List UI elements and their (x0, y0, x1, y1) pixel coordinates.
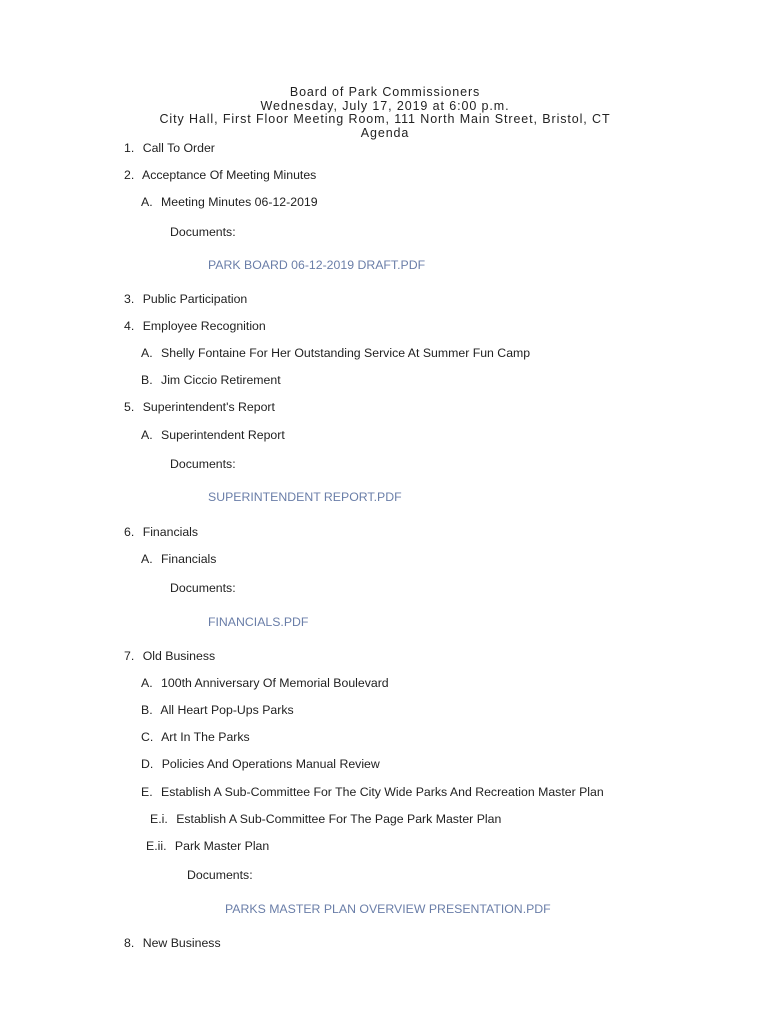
item-text: Policies And Operations Manual Review (161, 757, 380, 771)
item-text: 100th Anniversary Of Memorial Boulevard (161, 676, 389, 690)
document-link-financials[interactable]: FINANCIALS.PDF (208, 615, 309, 629)
item-text: Jim Ciccio Retirement (161, 373, 281, 387)
agenda-item-7b (141, 703, 294, 717)
agenda-item-4 (124, 319, 266, 333)
item-number: A. (141, 195, 153, 209)
item-number: E.ii. (146, 839, 167, 853)
agenda-item-3 (124, 292, 247, 306)
item-number: 8. (124, 936, 135, 950)
agenda-item-1 (124, 141, 215, 155)
agenda-item-6 (124, 525, 198, 539)
item-number: 1. (124, 141, 135, 155)
agenda-item-7d (141, 757, 380, 771)
board-title: Board of Park Commissioners (289, 85, 481, 99)
item-text: Acceptance Of Meeting Minutes (142, 168, 317, 182)
documents-label: Documents: (170, 581, 236, 595)
agenda-item-5 (124, 400, 275, 414)
item-number: 7. (124, 649, 135, 663)
item-number: C. (141, 730, 154, 744)
item-text: Call To Order (142, 141, 215, 155)
item-number: 3. (124, 292, 135, 306)
agenda-item-7e-ii (146, 839, 269, 853)
item-text: Establish A Sub-Committee For The City Wide Parks And Recreation Master Plan (161, 785, 604, 799)
meeting-date: Wednesday, July 17, 2019 at 6:00 p.m. (260, 98, 510, 113)
item-number: A. (141, 346, 153, 360)
item-number: B. (141, 373, 153, 387)
agenda-heading: Agenda (360, 125, 410, 140)
item-text: Public Participation (142, 292, 248, 306)
documents-label: Documents: (187, 868, 253, 882)
item-number: D. (141, 757, 154, 771)
item-text: Art In The Parks (161, 730, 250, 744)
item-text: Employee Recognition (142, 319, 266, 333)
agenda-header (0, 86, 770, 140)
item-text: Financials (161, 552, 217, 566)
agenda-item-8 (124, 936, 221, 950)
item-number: B. (141, 703, 153, 717)
item-number: A. (141, 428, 153, 442)
item-number: E.i. (150, 812, 168, 826)
item-number: 6. (124, 525, 135, 539)
agenda-item-7c (141, 730, 250, 744)
agenda-item-2a (141, 195, 318, 209)
item-text: Shelly Fontaine For Her Outstanding Service At Summer Fun Camp (161, 346, 531, 360)
item-number: A. (141, 676, 153, 690)
meeting-location: City Hall, First Floor Meeting Room, 111 North Main Street, Bristol, CT (159, 112, 611, 127)
item-text: Establish A Sub-Committee For The Page Park Master Plan (176, 812, 502, 826)
item-text: New Business (142, 936, 221, 950)
documents-label: Documents: (170, 457, 236, 471)
item-number: E. (141, 785, 153, 799)
agenda-item-7 (124, 649, 215, 663)
agenda-item-7e-i (150, 812, 501, 826)
item-text: Meeting Minutes 06-12-2019 (161, 195, 318, 209)
item-number: 5. (124, 400, 135, 414)
item-text: Financials (142, 525, 199, 539)
agenda-item-6a (141, 552, 216, 566)
documents-label: Documents: (170, 225, 236, 239)
item-text: Old Business (142, 649, 216, 663)
document-link-parks-master-plan[interactable]: PARKS MASTER PLAN OVERVIEW PRESENTATION.PDF (225, 902, 551, 916)
agenda-item-7e (141, 785, 604, 799)
item-text: All Heart Pop-Ups Parks (160, 703, 294, 717)
agenda-item-2 (124, 168, 316, 182)
item-number: 2. (124, 168, 135, 182)
document-link-minutes[interactable]: PARK BOARD 06-12-2019 DRAFT.PDF (208, 258, 426, 272)
item-text: Park Master Plan (174, 839, 270, 853)
item-number: A. (141, 552, 153, 566)
agenda-item-4a (141, 346, 530, 360)
item-text: Superintendent's Report (142, 400, 275, 414)
agenda-item-4b (141, 373, 281, 387)
item-text: Superintendent Report (161, 428, 285, 442)
document-link-superintendent-report[interactable]: SUPERINTENDENT REPORT.PDF (208, 490, 402, 504)
agenda-item-7a (141, 676, 389, 690)
agenda-item-5a (141, 428, 285, 442)
item-number: 4. (124, 319, 135, 333)
